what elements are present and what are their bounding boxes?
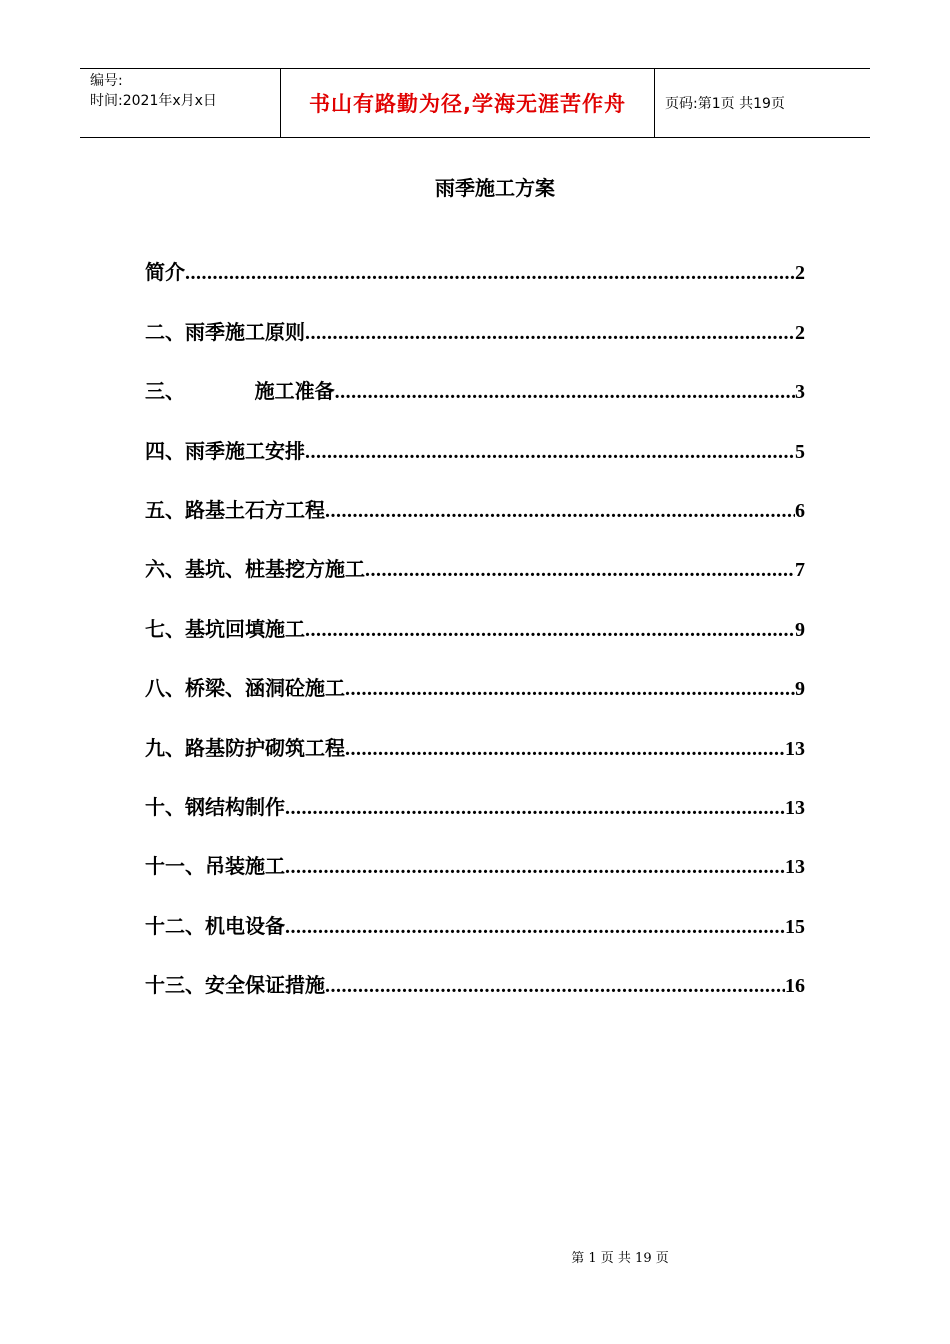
toc-leader-dots <box>305 322 795 345</box>
toc-entry[interactable] <box>145 939 805 998</box>
toc-entry[interactable] <box>145 820 805 879</box>
toc-leader-dots <box>325 500 795 523</box>
toc-entry[interactable] <box>145 582 805 641</box>
table-of-contents <box>145 226 805 998</box>
toc-entry-page: 15 <box>785 915 805 938</box>
toc-entry-label: 二、雨季施工原则 <box>145 319 305 344</box>
toc-leader-dots <box>305 441 795 464</box>
toc-entry-page: 2 <box>795 262 805 285</box>
toc-entry-label: 六、基坑、桩基挖方施工 <box>145 557 365 582</box>
toc-entry[interactable] <box>145 404 805 463</box>
toc-entry-page: 5 <box>795 440 805 463</box>
date-label: 时间:2021年x月x日 <box>90 93 217 109</box>
toc-entry-label: 十三、安全保证措施 <box>145 973 325 998</box>
toc-entry-page: 9 <box>795 618 805 641</box>
toc-entry[interactable] <box>145 523 805 582</box>
toc-leader-dots <box>365 559 795 582</box>
toc-leader-dots <box>285 856 785 879</box>
toc-leader-dots <box>185 262 795 285</box>
toc-entry-page: 13 <box>785 737 805 760</box>
toc-entry-page: 7 <box>795 559 805 582</box>
toc-entry-label: 四、雨季施工安排 <box>145 438 305 463</box>
header-motto-cell <box>281 69 655 137</box>
toc-entry-page: 3 <box>795 381 805 404</box>
toc-leader-dots <box>305 619 795 642</box>
header-page-cell <box>655 69 870 137</box>
toc-entry-label: 九、路基防护砌筑工程 <box>145 735 345 760</box>
toc-entry[interactable] <box>145 226 805 285</box>
header-meta <box>80 69 281 137</box>
toc-entry[interactable] <box>145 701 805 760</box>
toc-entry-label: 五、路基土石方工程 <box>145 497 325 522</box>
toc-leader-dots <box>285 797 785 820</box>
toc-leader-dots <box>285 916 785 939</box>
toc-entry[interactable] <box>145 464 805 523</box>
number-label: 编号: <box>90 73 123 89</box>
toc-entry-page: 2 <box>795 321 805 344</box>
toc-entry-label: 简介 <box>145 260 185 285</box>
toc-entry-label: 八、桥梁、涵洞砼施工 <box>145 676 345 701</box>
toc-entry-label: 十、钢结构制作 <box>145 794 285 819</box>
toc-leader-dots <box>335 381 795 404</box>
document-header <box>80 68 870 138</box>
toc-entry-label: 十一、吊装施工 <box>145 854 285 879</box>
toc-entry[interactable] <box>145 345 805 404</box>
page-info: 页码:第1页 共19页 <box>665 96 785 112</box>
toc-entry[interactable] <box>145 879 805 938</box>
motto-text: 书山有路勤为径,学海无涯苦作舟 <box>309 92 626 116</box>
toc-leader-dots <box>345 738 785 761</box>
page-footer: 第 1 页 共 19 页 <box>571 1251 669 1266</box>
toc-entry-page: 13 <box>785 796 805 819</box>
toc-leader-dots <box>345 678 795 701</box>
toc-entry-label: 三、 施工准备 <box>145 379 335 404</box>
toc-entry-page: 16 <box>785 975 805 998</box>
toc-leader-dots <box>325 975 785 998</box>
toc-entry[interactable] <box>145 642 805 701</box>
toc-entry[interactable] <box>145 761 805 820</box>
toc-entry-page: 6 <box>795 499 805 522</box>
toc-entry-page: 9 <box>795 678 805 701</box>
toc-entry[interactable] <box>145 285 805 344</box>
toc-entry-label: 十二、机电设备 <box>145 913 285 938</box>
toc-entry-label: 七、基坑回填施工 <box>145 616 305 641</box>
toc-entry-page: 13 <box>785 856 805 879</box>
document-title: 雨季施工方案 <box>435 176 555 200</box>
